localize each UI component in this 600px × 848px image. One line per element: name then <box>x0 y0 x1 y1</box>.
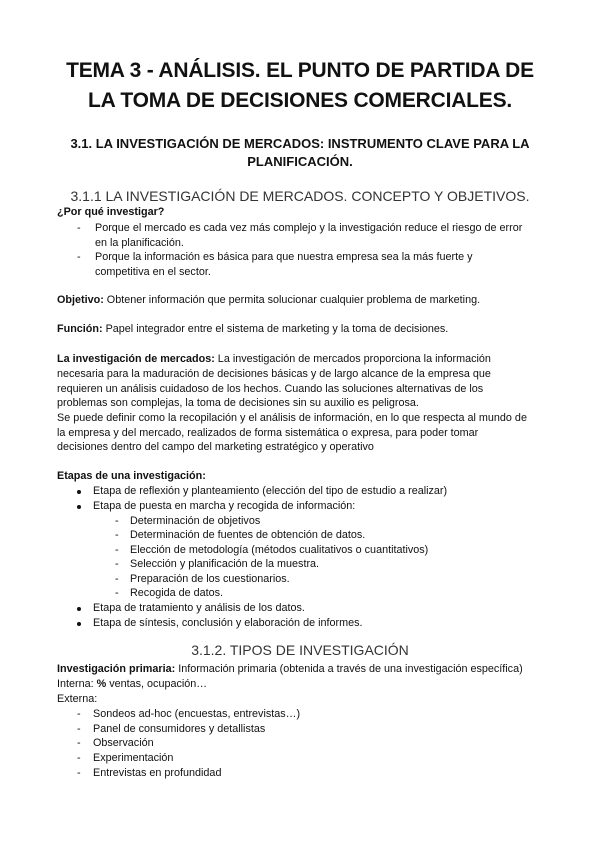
investigacion-line-2: necesaria para la maduración de decisiones básicas y de largo alcance de la empresa que <box>57 368 491 380</box>
externa-item-4: Experimentación <box>93 752 174 764</box>
dash-bullet: - <box>115 544 119 556</box>
dash-bullet: - <box>115 515 119 527</box>
investigacion-line-7: decisiones dentro del campo del marketing estratégico y operativo <box>57 441 374 453</box>
primaria-label: Investigación primaria: <box>57 663 176 675</box>
bullet-dot <box>77 607 81 611</box>
section-heading-line-1: 3.1. LA INVESTIGACIÓN DE MERCADOS: INSTRUMENTO CLAVE PARA LA <box>70 136 530 151</box>
reason-1-line-2: en la planificación. <box>95 237 184 249</box>
objetivo-text: Obtener información que permita solucionar cualquier problema de marketing. <box>103 294 481 306</box>
reason-2-line-1: Porque la información es básica para que nuestra empresa sea la más fuerte y <box>95 251 473 263</box>
investigacion-line-5: Se puede definir como la recopilación y el análisis de información, en lo que respecta al mundo de <box>57 412 527 424</box>
subetapa-5: Preparación de los cuestionarios. <box>130 573 290 585</box>
subetapa-4: Selección y planificación de la muestra. <box>130 558 320 570</box>
investigacion-line-6: la empresa y del mercado, realizados de forma sistemática o expresa, para poder tomar <box>57 427 479 439</box>
etapas-heading: Etapas de una investigación: <box>57 470 206 482</box>
etapa-4: Etapa de síntesis, conclusión y elaboración de informes. <box>93 617 363 629</box>
interna-line <box>57 677 207 692</box>
subsection-heading-3-1-2: 3.1.2. TIPOS DE INVESTIGACIÓN <box>191 642 409 658</box>
subetapa-1: Determinación de objetivos <box>130 515 261 527</box>
document-title-line-2: LA TOMA DE DECISIONES COMERCIALES. <box>87 89 513 112</box>
subetapa-2: Determinación de fuentes de obtención de datos. <box>130 529 366 541</box>
investigacion-line-4: problemas son complejas, la toma de decisiones sin su auxilio es peligrosa. <box>57 397 419 409</box>
section-heading-line-2: PLANIFICACIÓN. <box>247 154 353 169</box>
document-title-line-1: TEMA 3 - ANÁLISIS. EL PUNTO DE PARTIDA DE <box>66 59 534 82</box>
investigacion-text-0: La investigación de mercados proporciona la información <box>214 353 491 365</box>
interna-percent: % <box>96 678 107 690</box>
investigacion-line-1 <box>57 352 491 367</box>
externa-item-3: Observación <box>93 737 154 749</box>
objetivo-label: Objetivo: <box>57 294 104 306</box>
subetapa-6: Recogida de datos. <box>130 587 224 599</box>
dash-bullet: - <box>115 558 119 570</box>
dash-bullet: - <box>115 529 119 541</box>
dash-bullet: - <box>77 222 81 234</box>
interna-text: ventas, ocupación… <box>106 678 208 690</box>
objetivo-paragraph <box>57 293 480 308</box>
funcion-text: Papel integrador entre el sistema de marketing y la toma de decisiones. <box>102 323 449 335</box>
dash-bullet: - <box>77 737 81 749</box>
etapa-1: Etapa de reflexión y planteamiento (elección del tipo de estudio a realizar) <box>93 485 448 497</box>
bullet-dot <box>77 505 81 509</box>
dash-bullet: - <box>77 767 81 779</box>
dash-bullet: - <box>77 251 81 263</box>
funcion-label: Función: <box>57 323 103 335</box>
dash-bullet: - <box>115 587 119 599</box>
funcion-paragraph <box>57 322 448 337</box>
externa-item-1: Sondeos ad-hoc (encuestas, entrevistas…) <box>93 708 301 720</box>
investigacion-line-3: requieren un análisis cuidadoso de los hechos. Cuando las soluciones alternativas de los <box>57 383 484 395</box>
bullet-dot <box>77 622 81 626</box>
bullet-dot <box>77 490 81 494</box>
dash-bullet: - <box>115 573 119 585</box>
subetapa-3: Elección de metodología (métodos cualitativos o cuantitativos) <box>130 544 429 556</box>
subsection-heading-3-1-1: 3.1.1 LA INVESTIGACIÓN DE MERCADOS. CONCEPTO Y OBJETIVOS. <box>70 188 530 204</box>
externa-label: Externa: <box>57 693 98 705</box>
dash-bullet: - <box>77 752 81 764</box>
reason-1-line-1: Porque el mercado es cada vez más complejo y la investigación reduce el riesgo de error <box>95 222 523 234</box>
externa-item-5: Entrevistas en profundidad <box>93 767 222 779</box>
why-investigate-heading: ¿Por qué investigar? <box>57 206 165 218</box>
investigacion-label: La investigación de mercados: <box>57 353 215 365</box>
dash-bullet: - <box>77 723 81 735</box>
interna-label: Interna: <box>57 678 97 690</box>
reason-2-line-2: competitiva en el sector. <box>95 266 211 278</box>
etapa-2: Etapa de puesta en marcha y recogida de información: <box>93 500 356 512</box>
primaria-text: Información primaria (obtenida a través de una investigación específica) <box>175 663 523 675</box>
dash-bullet: - <box>77 708 81 720</box>
etapa-3: Etapa de tratamiento y análisis de los datos. <box>93 602 305 614</box>
primaria-paragraph <box>57 662 523 677</box>
externa-item-2: Panel de consumidores y detallistas <box>93 723 266 735</box>
